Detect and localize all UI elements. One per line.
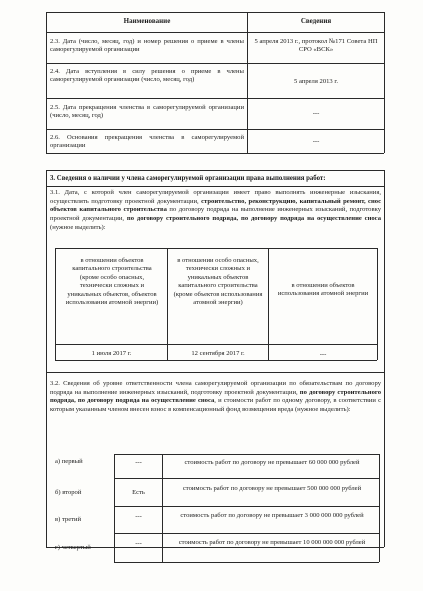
level-first-name: а) первый [55,458,83,465]
level-third-name: в) третий [55,516,82,523]
row-2-6-label: 2.6. Основания прекращения членства в саморегулируемой организации [50,134,244,150]
level-third-mark: --- [135,513,142,520]
row-2-3-label: 2.3. Дата (число, месяц, год) и номер решения о приеме в члены саморегулируемой организации [50,38,244,54]
rights-date-general: 1 июля 2017 г. [91,350,132,357]
level-second-name: б) второй [55,489,82,496]
rights-header-dangerous: в отношении особо опасных, технически сложных и уникальных объектов капитального строительства (кроме объектов использования атомной энергии) [173,257,263,307]
paragraph-3-1: 3.1. Дата, с которой член саморегулируемой организации имеет право выполнять инженерные изыскания, осуществлять подготовку проектной документации, строительство, реконструкцию, капитальный ремонт, снос объектов капитального строительства по договору подряда на выполнение инженерных изысканий, подготовку проектной документации, по договору строительного подряда, по договору подряда на осуществление сноса (нужное выделить): [50,189,381,231]
level-first-mark: --- [135,459,142,466]
level-fourth-text: стоимость работ по договору не превышает 10 000 000 000 рублей [178,539,366,546]
rights-header-atomic: в отношении объектов использования атомной энергии [277,282,369,298]
row-2-4-value: 5 апреля 2013 г. [294,78,338,85]
row-2-5-value: --- [312,110,320,117]
row-2-3-value: 5 апреля 2013 г., протокол №171 Совета НП СРО «ВСК» [254,38,378,54]
level-second-text: стоимость работ по договору не превышает 500 000 000 рублей [182,485,362,492]
level-first-text: стоимость работ по договору не превышает 60 000 000 рублей [184,459,360,466]
level-fourth-mark: --- [135,540,142,547]
row-2-5-label: 2.5. Дата прекращения членства в саморегулируемой организации (число, месяц, год) [50,104,244,120]
level-fourth-name: г) четвертый [55,544,91,551]
row-2-4-label: 2.4. Дата вступления в силу решения о приеме в члены саморегулируемой организации (число, месяц, год) [50,68,244,84]
rights-date-atomic: --- [319,351,327,358]
header-info: Сведения [300,17,332,25]
section-3-title: 3. Сведения о наличии у члена саморегулируемой организации права выполнения работ: [50,175,326,182]
paragraph-3-2: 3.2. Сведения об уровне ответственности члена саморегулируемой организации по обязательствам по договору подряда на выполнение инженерных изысканий, подготовку проектной документации, по договору строительного подряда, по договору подряда на осуществление сноса, и стоимости работ по одному договору, в соответствии с которым указанным членом внесен взнос в компенсационный фонд возмещения вреда (нужное выделить): [50,380,381,414]
row-2-6-value: --- [312,138,320,145]
rights-header-general: в отношении объектов капитального строительства (кроме особо опасных, технически сложных и уникальных объектов, объектов использования атомной энергии) [65,257,159,307]
level-third-text: стоимость работ по договору не превышает 3 000 000 000 рублей [180,512,364,519]
rights-date-dangerous: 12 сентября 2017 г. [191,350,245,357]
level-second-mark: Есть [132,489,145,496]
header-name: Наименование [123,17,171,25]
